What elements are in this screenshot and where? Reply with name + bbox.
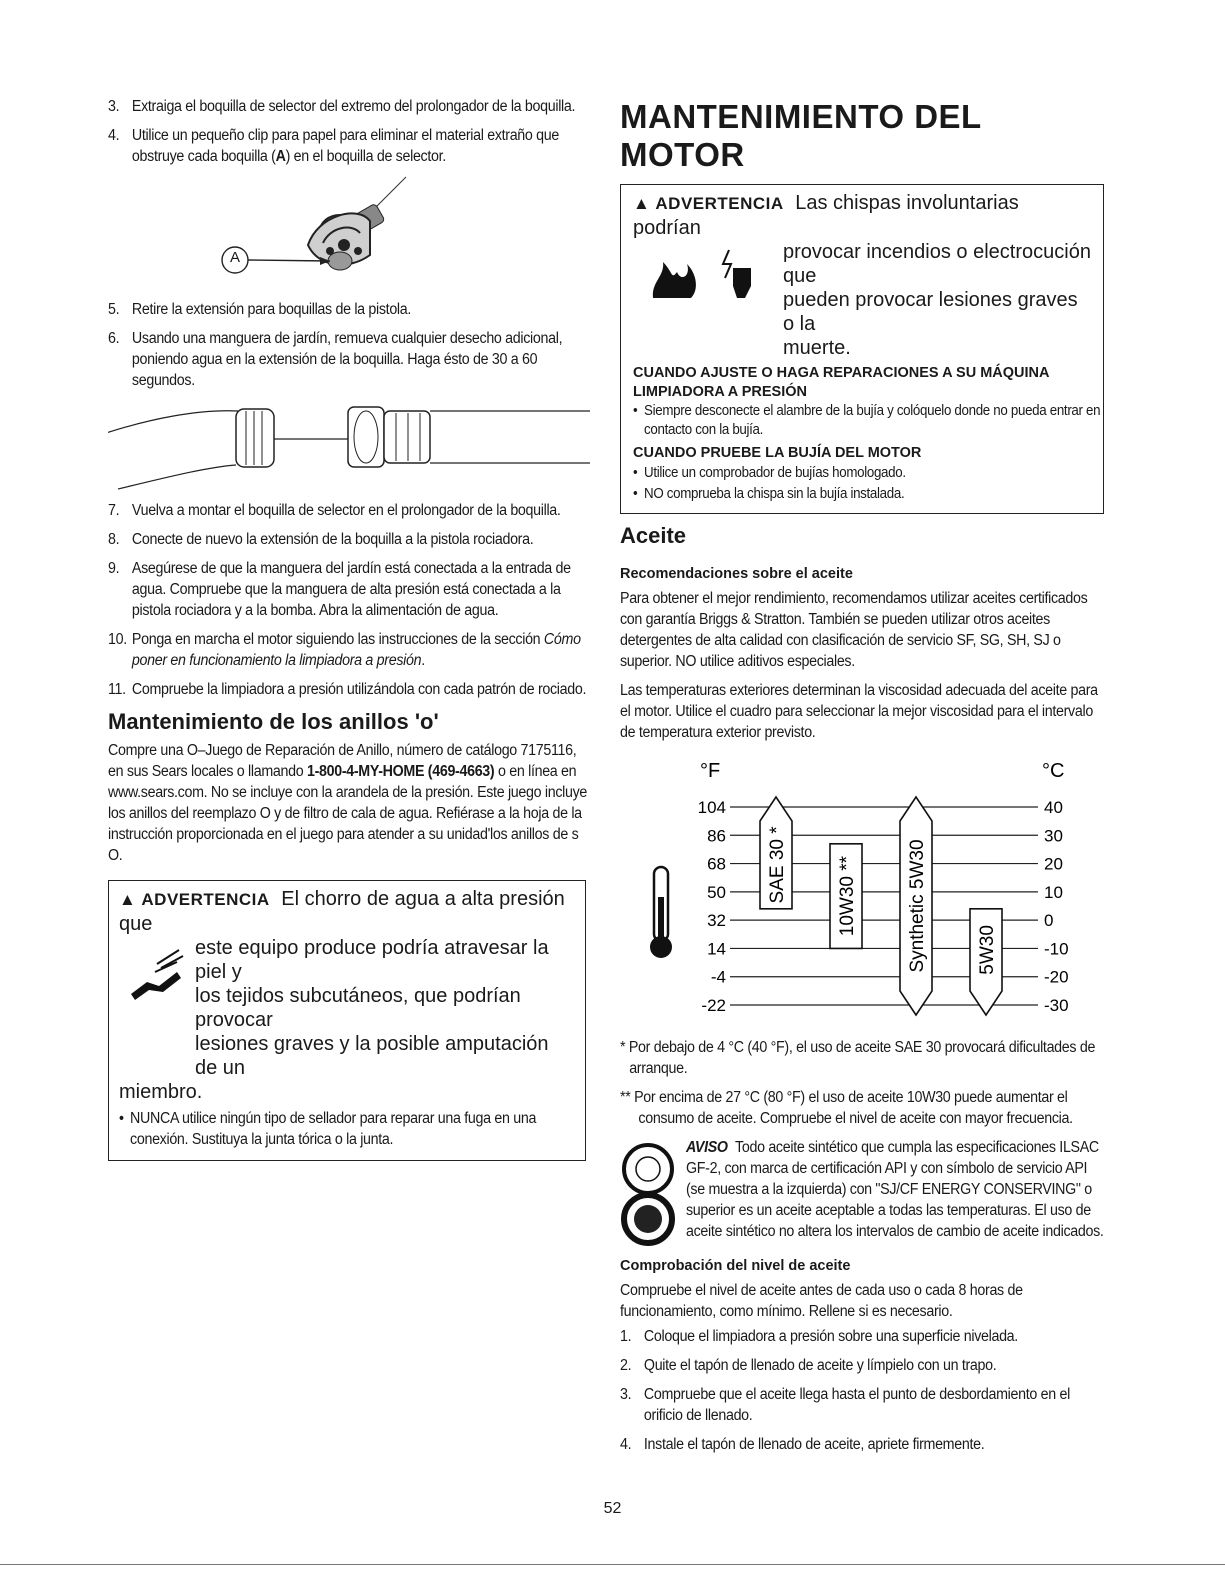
pressure-warning-text: ▲ ADVERTENCIA El chorro de agua a alta presión que [119,888,565,935]
celsius-tick-label: -20 [1044,967,1069,987]
celsius-tick-label: -30 [1044,996,1069,1015]
fahrenheit-tick-label: 14 [707,939,726,959]
steps-group-b [108,299,590,391]
check-paragraph: Compruebe el nivel de aceite antes de cada uso o cada 8 horas de funcionamiento, como mínimo. Rellene si es necesario. [620,1282,1023,1320]
nozzle-selector-illustration [108,175,590,293]
viscosity-bar-label: SAE 30 * [767,826,788,904]
oring-section-title: Mantenimiento de los anillos 'o' [108,709,439,734]
fahrenheit-tick-label: 86 [707,826,726,846]
hose-illustration-icon [108,399,590,494]
oil-viscosity-chart [620,747,1104,1037]
fahrenheit-tick-label: -22 [701,996,726,1015]
hose-connection-illustration [108,399,590,494]
list-item: 3. Compruebe que el aceite llega hasta el punto de desbordamiento en el orificio de llenado. [620,1386,1070,1424]
callout-label-a: A [229,249,240,266]
page-title: MANTENIMIENTO DEL MOTOR [620,98,982,173]
thermometer-fill-icon [658,897,664,941]
check-steps [620,1326,1104,1455]
celsius-tick-label: 40 [1044,798,1063,817]
injection-hazard-icon [127,942,187,1002]
list-item: 5. Retire la extensión para boquillas de la pistola. [108,301,412,318]
list-item: 7. Vuelva a montar el boquilla de selector en el prolongador de la boquilla. [108,502,561,519]
celsius-tick-label: 10 [1044,882,1063,902]
fahrenheit-tick-label: -4 [710,967,726,987]
list-item: 4. Instale el tapón de llenado de aceite, apriete firmemente. [620,1436,985,1453]
steps-group-c [108,500,590,700]
right-column [620,98,1104,1463]
list-item: 4. Utilice un pequeño clip para papel para eliminar el material extraño que obstruye cada boquilla (A) en el boquilla de selector. [108,127,559,165]
page-number: 52 [603,1500,622,1517]
list-item: 6. Usando una manguera de jardín, remueva cualquier desecho adicional, poniendo agua en la extensión de la boquilla. Haga ésto de 30 a 60 segundos. [108,330,563,389]
spark-warning-head-2: CUANDO PRUEBE LA BUJÍA DEL MOTOR [633,445,922,461]
viscosity-bar [900,797,932,1015]
celsius-tick-label: -10 [1044,939,1069,959]
viscosity-bar [760,797,792,909]
list-item: 9. Asegúrese de que la manguera del jardín está conectada a la entrada de agua. Compruebe que la manguera de alta presión está conectada a la pistola rociadora y a la bomba. Abra la alimentación de agua. [108,560,571,619]
viscosity-bar-label: 10W30 ** [837,855,858,937]
celsius-tick-label: 30 [1044,826,1063,846]
viscosity-bar [970,909,1002,1015]
list-item: 2. Quite el tapón de llenado de aceite y límpielo con un trapo. [620,1357,997,1374]
fahrenheit-tick-label: 50 [707,882,726,902]
viscosity-bar-label: Synthetic 5W30 [907,839,928,973]
celsius-tick-label: 0 [1044,911,1054,931]
list-item: 8. Conecte de nuevo la extensión de la boquilla a la pistola rociadora. [108,531,534,548]
aviso-block [620,1137,1104,1242]
list-item: 11. Compruebe la limpiadora a presión utilizándola con cada patrón de rociado. [108,681,587,698]
list-item: 1. Coloque el limpiadora a presión sobre una superficie nivelada. [620,1328,1018,1345]
aceite-title: Aceite [620,523,687,548]
list-item: 3. Extraiga el boquilla de selector del extremo del prolongador de la boquilla. [108,98,576,115]
aviso-text: AVISO Todo aceite sintético que cumpla las especificaciones ILSAC GF-2, con marca de certificación API y con símbolo de servicio API (se muestra a la izquierda) con "SJ/CF ENERGY CONSERVING" o superior es un aceite aceptable a todas las temperaturas. El uso de aceite sintético no altera los intervalos de cambio de aceite indicados. [686,1139,1104,1240]
left-column [108,96,590,1161]
fahrenheit-unit-label: °F [700,760,721,782]
celsius-tick-label: 20 [1044,854,1063,874]
viscosity-chart-svg [620,747,1104,1037]
footnote-1: * Por debajo de 4 °C (40 °F), el uso de aceite SAE 30 provocará dificultades de arranque. [620,1039,1096,1077]
oring-paragraph: Compre una O–Juego de Reparación de Anillo, número de catálogo 7175116, en sus Sears locales o llamando 1-800-4-MY-HOME (469-4663) o en línea en www.sears.com. No se incluye con la arandela de la presión. Este juego incluye los anillos del reemplazo O y de filtro de cala de agua. Refiérase a la hoja de la instrucción proporcionada en el juego para atender a su unidad'los anillos de s O. [108,742,588,864]
list-item: 10. Ponga en marcha el motor siguiendo las instrucciones de la sección Cómo poner en funcionamiento la limpiadora a presión. [108,631,581,669]
rec-title: Recomendaciones sobre el aceite [620,566,853,582]
nozzle-illustration-icon [108,175,590,293]
fahrenheit-tick-label: 104 [697,798,726,817]
fire-shock-hazard-icon [647,242,777,302]
page-bottom-rule [0,1564,1225,1565]
celsius-unit-label: °C [1042,760,1065,782]
warning-triangle-icon: ▲ [119,890,136,909]
warning-triangle-icon: ▲ [633,194,650,213]
pressure-warning-bullet: • NUNCA utilice ningún tipo de sellador para reparar una fuga en una conexión. Sustituya la junta tórica o la junta. [119,1108,586,1150]
check-title: Comprobación del nivel de aceite [620,1258,851,1274]
fahrenheit-tick-label: 68 [707,854,726,874]
steps-group-a [108,96,590,167]
rec-paragraph-2: Las temperaturas exteriores determinan la viscosidad adecuada del aceite para el motor. Utilice el cuadro para seleccionar la mejor viscosidad para el intervalo de temperatura exterior previsto. [620,682,1098,741]
api-service-symbol-icon [620,1141,676,1281]
pressure-warning-box: ▲ ADVERTENCIA El chorro de agua a alta presión que este equipo produce podría atravesar la piel y los tejidos subcutáneos, que podrían provocar lesiones graves y la posible amputación de un miembro. • NUNCA utilice ningún tipo de sellador para reparar una fuga en una conexión. Sustituya la junta tórica o la junta. [108,880,586,1161]
spark-warning-head-1: CUANDO AJUSTE O HAGA REPARACIONES A SU MÁQUINA LIMPIADORA A PRESIÓN [633,365,1049,400]
footnote-2: ** Por encima de 27 °C (80 °F) el uso de aceite 10W30 puede aumentar el consumo de aceite. Compruebe el nivel de aceite con mayor frecuencia. [620,1089,1073,1127]
viscosity-bar-label: 5W30 [977,925,998,975]
spark-warning-box: ▲ ADVERTENCIA Las chispas involuntarias podrían provocar incendios o electrocución que pueden provocar lesiones graves o la muerte. CUANDO AJUSTE O HAGA REPARACIONES A SU MÁQUINA LIMPIADORA A PRESIÓN • Siempre desconecte el alambre de la bujía y colóquelo donde no pueda entrar en contacto con la bujía. CUANDO PRUEBE LA BUJÍA DEL MOTOR • Utilice un comprobador de bujías homologado. • NO comprueba la chispa sin la bujía instalada. [620,184,1104,514]
fahrenheit-tick-label: 32 [707,911,726,931]
viscosity-bar [830,844,862,949]
rec-paragraph-1: Para obtener el mejor rendimiento, recomendamos utilizar aceites certificados con garantía Briggs & Stratton. También se pueden utilizar otros aceites detergentes de alta calidad con clasificación de servicio SF, SG, SH, SJ o superior. NO utilice aditivos especiales. [620,590,1088,670]
